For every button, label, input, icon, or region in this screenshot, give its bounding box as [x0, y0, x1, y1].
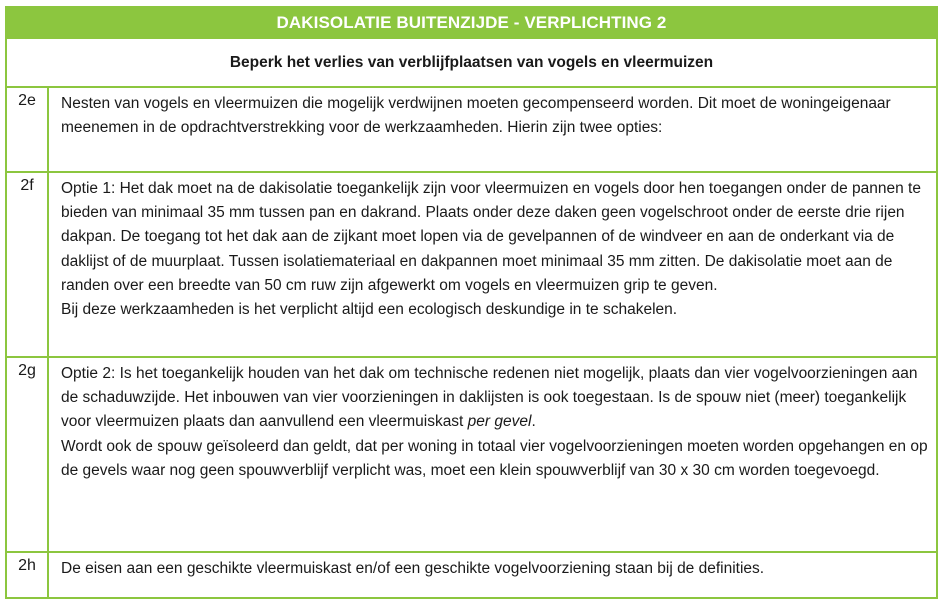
row-code: 2f — [7, 173, 49, 356]
requirements-table — [5, 6, 938, 599]
row-paragraph: Nesten van vogels en vleermuizen die mogelijk verdwijnen moeten gecompenseerd worden. Dit moet de woningeigenaar meenemen in de opdrachtverstrekking voor de werkzaamheden. Hierin zijn twee opties: — [61, 95, 891, 137]
row-text — [49, 553, 936, 597]
table-title: DAKISOLATIE BUITENZIJDE - VERPLICHTING 2 — [7, 8, 936, 38]
table-row — [7, 551, 936, 597]
row-paragraph — [61, 362, 928, 435]
paragraph-text: Optie 2: Is het toegankelijk houden van het dak om technische redenen niet mogelijk, plaats dan vier vogelvoorzieningen aan de schaduwzijde. Het inbouwen van vier voorzieningen in daklijsten is ook toegestaan. Is de spouw niet (meer) toegankelijk voor vleermuizen plaats dan aanvullend een vleermuiskast — [61, 365, 918, 431]
table-subtitle: Beperk het verlies van verblijfplaatsen van vogels en vleermuizen — [7, 38, 936, 86]
row-code: 2e — [7, 88, 49, 171]
table-row — [7, 171, 936, 356]
row-paragraph: Optie 1: Het dak moet na de dakisolatie toegankelijk zijn voor vleermuizen en vogels door hen toegangen onder de pannen te bieden van minimaal 35 mm tussen pan en dakrand. Plaats onder deze daken geen vogelschroot onder de eerste drie rijen dakpan. De toegang tot het dak aan de zijkant moet lopen via de gevelpannen of de windveer en aan de onderkant via de daklijst of de muurplaat. Tussen isolatiemateriaal en dakpannen moet minimaal 35 mm zitten. De dakisolatie moet aan de randen over een breedte van 50 cm ruw zijn afgewerkt om vogels en vleermuizen grip te geven. — [61, 180, 921, 294]
row-paragraph: De eisen aan een geschikte vleermuiskast en/of een geschikte vogelvoorziening staan bij de definities. — [61, 560, 765, 577]
table-row — [7, 356, 936, 551]
row-paragraph: Wordt ook de spouw geïsoleerd dan geldt, dat per woning in totaal vier vogelvoorzieningen moeten worden opgehangen en op de gevels waar nog geen spouwverblijf verplicht was, moet een klein spouwverblijf van 30 x 30 cm worden toegevoegd. — [61, 437, 928, 479]
table-row — [7, 86, 936, 171]
row-paragraph: Bij deze werkzaamheden is het verplicht altijd een ecologisch deskundige in te schakelen. — [61, 301, 678, 319]
row-text — [49, 358, 936, 551]
emphasis-text: per gevel — [467, 413, 532, 431]
row-text — [49, 88, 936, 171]
row-text — [49, 173, 936, 356]
paragraph-end: . — [531, 413, 536, 431]
row-code: 2h — [7, 553, 49, 597]
row-code: 2g — [7, 358, 49, 551]
